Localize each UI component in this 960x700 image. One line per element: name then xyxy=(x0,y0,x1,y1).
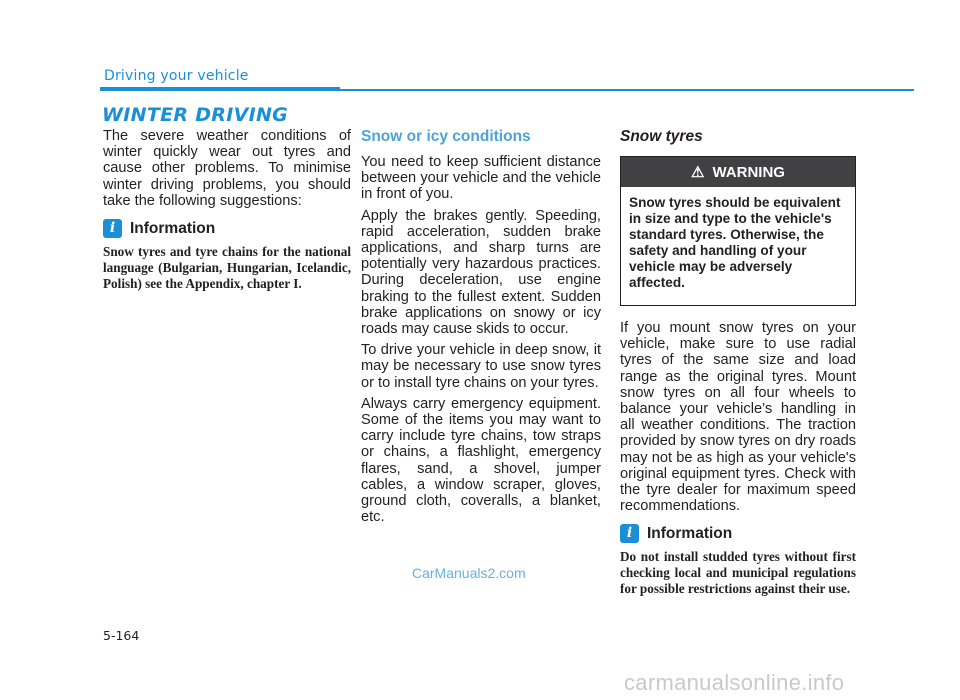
page-number: 5-164 xyxy=(103,628,140,643)
information-heading xyxy=(620,524,856,543)
information-label: Information xyxy=(647,524,733,542)
column-middle xyxy=(361,128,601,530)
running-header: Driving your vehicle xyxy=(104,68,249,84)
warning-header xyxy=(621,157,855,187)
warning-triangle-icon: ⚠ xyxy=(691,164,705,181)
warning-box xyxy=(620,156,856,306)
column-right xyxy=(620,128,856,597)
information-label: Information xyxy=(130,219,216,237)
column-left xyxy=(103,128,351,292)
paragraph: You need to keep sufficient distance between your vehicle and the vehicle in front of you. xyxy=(361,154,601,203)
information-text: Do not install studded tyres without first checking local and municipal regulations for possible restrictions against their use. xyxy=(620,549,856,597)
watermark-link[interactable]: CarManuals2.com xyxy=(412,565,526,581)
subheading-snow-tyres: Snow tyres xyxy=(620,128,703,145)
subheading-snow-icy: Snow or icy conditions xyxy=(361,128,531,145)
intro-paragraph: The severe weather conditions of winter quickly wear out tyres and cause other problems. To minimise winter driving problems, you should take the following suggestions: xyxy=(103,128,351,209)
paragraph: To drive your vehicle in deep snow, it may be necessary to use snow tyres or to install tyre chains on your tyres. xyxy=(361,342,601,391)
information-text: Snow tyres and tyre chains for the national language (Bulgarian, Hungarian, Icelandic, Polish) see the Appendix, chapter I. xyxy=(103,244,351,292)
info-icon: i xyxy=(620,524,639,543)
warning-label: WARNING xyxy=(712,163,785,181)
section-title: WINTER DRIVING xyxy=(102,104,289,126)
warning-text: Snow tyres should be equivalent in size and type to the vehicle's standard tyres. Otherwise, the safety and handling of your vehicle may be adversely affected. xyxy=(629,195,841,290)
header-rule-thick xyxy=(100,87,340,91)
paragraph: Apply the brakes gently. Speeding, rapid acceleration, sudden brake applications, and sharp turns are potentially very hazardous practices. During deceleration, use engine braking to the fullest extent. Sudden brake applications on snowy or icy roads may cause skids to occur. xyxy=(361,207,601,338)
information-heading xyxy=(103,219,351,238)
header-rule-thin xyxy=(340,89,914,91)
footer-watermark: carmanualsonline.info xyxy=(624,670,845,695)
snow-tyres-paragraph: If you mount snow tyres on your vehicle, make sure to use radial tyres of the same size and load range as the original tyres. Mount snow tyres on all four wheels to balance your vehicle’s handling in all weather conditions. The traction provided by snow tyres on dry roads may not be as high as your vehicle's original equipment tyres. Check with the tyre dealer for maximum speed recommendations. xyxy=(620,320,856,515)
info-icon: i xyxy=(103,219,122,238)
paragraph: Always carry emergency equipment. Some of the items you may want to carry include tyre chains, tow straps or chains, a flashlight, emergency flares, sand, a shovel, jumper cables, a window scraper, gloves, ground cloth, coveralls, a blanket, etc. xyxy=(361,395,601,526)
